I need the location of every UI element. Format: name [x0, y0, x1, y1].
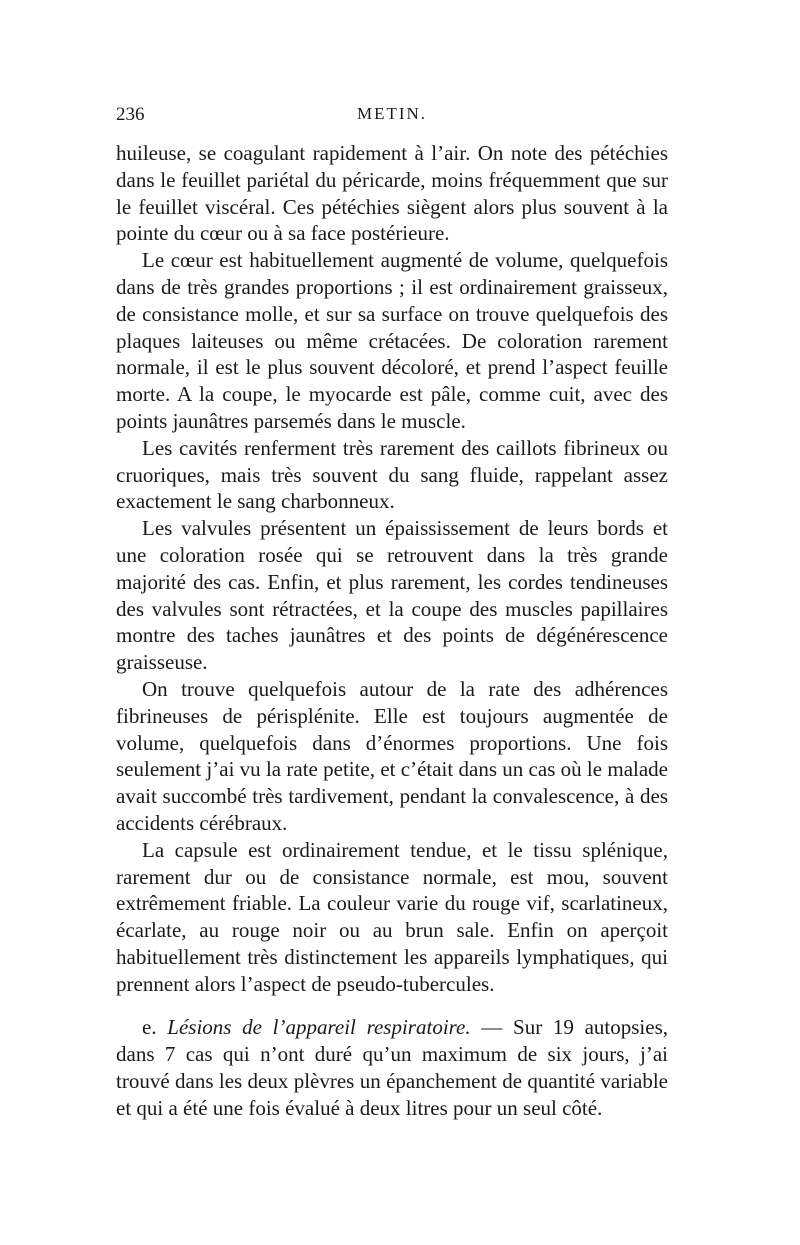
section-label: e. [142, 1015, 157, 1039]
page-header [116, 104, 668, 132]
paragraph-1: huileuse, se coagulant rapidement à l’air. On note des pétéchies dans le feuillet pariétal du péricarde, moins fréquemment que sur le feuillet viscéral. Ces pétéchies siègent alors plus souvent à la pointe du cœur ou à sa face postérieure. [116, 141, 668, 246]
section-paragraph [116, 1014, 668, 1122]
paragraph-2: Le cœur est habituellement augmenté de volume, quelquefois dans de très grandes proportions ; il est ordinairement graisseux, de consistance molle, et sur sa surface on trouve quelquefois des plaques laiteuses ou même crétacées. De coloration rarement normale, il est le plus souvent décoloré, et prend l’aspect feuille morte. A la coupe, le myocarde est pâle, comme cuit, avec des points jaunâtres parsemés dans le muscle. [116, 248, 668, 433]
section-title: Lésions de l’appareil respiratoire. [167, 1015, 471, 1039]
section-text: — Sur 19 autopsies, dans 7 cas qui n’ont duré qu’un maximum de six jours, j’ai trouvé dans les deux plèvres un épanchement de quantité variable et qui a été une fois évalué à deux litres pour un seul côté. [116, 1015, 668, 1120]
page-number: 236 [116, 104, 145, 125]
paragraph-4: Les valvules présentent un épaississement de leurs bords et une coloration rosée qui se retrouvent dans la très grande majorité des cas. Enfin, et plus rarement, les cordes tendineuses des valvules sont rétractées, et la coupe des muscles papillaires montre des taches jaunâtres et des points de dégénérescence graisseuse. [116, 516, 668, 675]
paragraph-6: La capsule est ordinairement tendue, et le tissu splénique, rarement dur ou de consistance normale, est mou, souvent extrêmement friable. La couleur varie du rouge vif, scarlatineux, écarlate, au rouge noir ou au brun sale. Enfin on aperçoit habituellement très distinctement les appareils lymphatiques, qui prennent alors l’aspect de pseudo-tubercules. [116, 837, 668, 996]
paragraph-5: On trouve quelquefois autour de la rate des adhérences fibrineuses de périsplénite. Elle est toujours augmentée de volume, quelquefois dans d’énormes proportions. Une fois seulement j’ai vu la rate petite, et c’était dans un cas où le malade avait succombé très tardivement, pendant la convalescence, à des accidents cérébraux. [116, 676, 668, 835]
section-respiratory [116, 1014, 668, 1122]
body-text [116, 140, 668, 998]
paragraph-3: Les cavités renferment très rarement des caillots fibrineux ou cruoriques, mais très souvent du sang fluide, rappelant assez exactement le sang charbonneux. [116, 435, 668, 514]
running-title: METIN. [356, 104, 428, 123]
